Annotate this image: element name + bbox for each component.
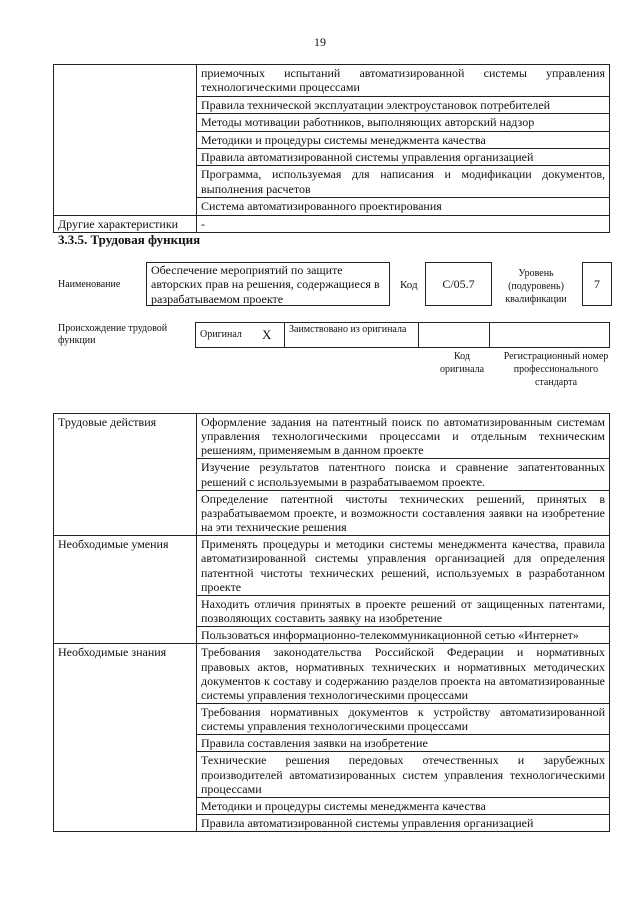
knowledge-item: Правила составления заявки на изобретение bbox=[197, 735, 610, 752]
table-row bbox=[54, 65, 610, 97]
labor-function-table bbox=[53, 413, 610, 832]
original-code-caption: Код оригинала bbox=[439, 351, 485, 375]
category-required-knowledge: Необходимые знания bbox=[54, 644, 197, 832]
knowledge-item: Требования законодательства Российской Федерации и нормативных правовых актов, нормативных технических и нормативных методических документов к составу и содержанию разделов проекта на автоматизированные системы управления технологическими процессами bbox=[197, 644, 610, 704]
registration-number-caption: Регистрационный номер профессионального стандарта bbox=[503, 351, 609, 388]
knowledge-item: Правила автоматизированной системы управления организацией bbox=[197, 148, 610, 165]
knowledge-item: Методики и процедуры системы менеджмента качества bbox=[197, 131, 610, 148]
origin-label: Происхождение трудовой функции bbox=[58, 323, 168, 346]
qualification-level-box: 7 bbox=[582, 262, 612, 306]
labor-action-item: Изучение результатов патентного поиска и сравнение запатентованных решений с используемыми в разрабатываемом проекте. bbox=[197, 459, 610, 490]
knowledge-item: Правила технической эксплуатации электроустановок потребителей bbox=[197, 96, 610, 113]
labor-action-item: Оформление задания на патентный поиск по автоматизированным системам управления технологическими процессами и отдельным техническим решениям, применяемым в данном проекте bbox=[197, 414, 610, 459]
name-label: Наименование bbox=[58, 279, 121, 290]
knowledge-item: Требования нормативных документов к устройству автоматизированной системы управления технологическими процессами bbox=[197, 703, 610, 734]
other-characteristics-label: Другие характеристики bbox=[54, 215, 197, 232]
original-label: Оригинал bbox=[196, 323, 259, 348]
knowledge-item: приемочных испытаний автоматизированной системы управления технологическими процессами bbox=[197, 65, 610, 97]
origin-table bbox=[195, 322, 610, 348]
function-code-box: С/05.7 bbox=[425, 262, 492, 306]
knowledge-item: Методы мотивации работников, выполняющих авторский надзор bbox=[197, 114, 610, 131]
labor-action-item: Определение патентной чистоты технических решений, принятых в разрабатываемом проекте, и возможности составления заявки на изобретение на эти технические решения bbox=[197, 490, 610, 535]
skill-item: Пользоваться информационно-телекоммуникационной сетью «Интернет» bbox=[197, 627, 610, 644]
category-labor-actions: Трудовые действия bbox=[54, 414, 197, 536]
table-row bbox=[54, 414, 610, 459]
borrowed-label: Заимствовано из оригинала bbox=[285, 323, 419, 348]
knowledge-item: Методики и процедуры системы менеджмента качества bbox=[197, 797, 610, 814]
function-name-box: Обеспечение мероприятий по защите авторских прав на решения, содержащиеся в разрабатываемом проекте bbox=[146, 262, 390, 306]
registration-number-cell bbox=[490, 323, 610, 348]
table-row bbox=[54, 644, 610, 704]
category-required-skills: Необходимые умения bbox=[54, 536, 197, 644]
table-row bbox=[54, 536, 610, 596]
other-characteristics-value: - bbox=[197, 215, 610, 232]
original-mark: X bbox=[258, 323, 285, 348]
empty-category-cell bbox=[54, 65, 197, 216]
skill-item: Применять процедуры и методики системы менеджмента качества, правила автоматизированной системы управления организацией для определения патентной чистоты технических решений, используемых в разработанном проекте bbox=[197, 536, 610, 596]
skill-item: Находить отличия принятых в проекте решений от защищенных патентами, позволяющих составить заявку на изобретение bbox=[197, 595, 610, 626]
table-row bbox=[54, 215, 610, 232]
original-code-cell bbox=[419, 323, 490, 348]
continuation-table bbox=[53, 64, 610, 233]
knowledge-item: Программа, используемая для написания и модификации документов, выполнения расчетов bbox=[197, 166, 610, 198]
knowledge-item: Правила автоматизированной системы управления организацией bbox=[197, 815, 610, 832]
level-label: Уровень (подуровень) квалификации bbox=[505, 268, 567, 305]
section-heading: 3.3.5. Трудовая функция bbox=[58, 232, 201, 247]
page-number: 19 bbox=[314, 35, 326, 49]
knowledge-item: Система автоматизированного проектирования bbox=[197, 198, 610, 215]
origin-row bbox=[196, 323, 610, 348]
code-label: Код bbox=[400, 279, 418, 291]
knowledge-item: Технические решения передовых отечественных и зарубежных производителей автоматизированных систем управления технологическими процессами bbox=[197, 752, 610, 797]
